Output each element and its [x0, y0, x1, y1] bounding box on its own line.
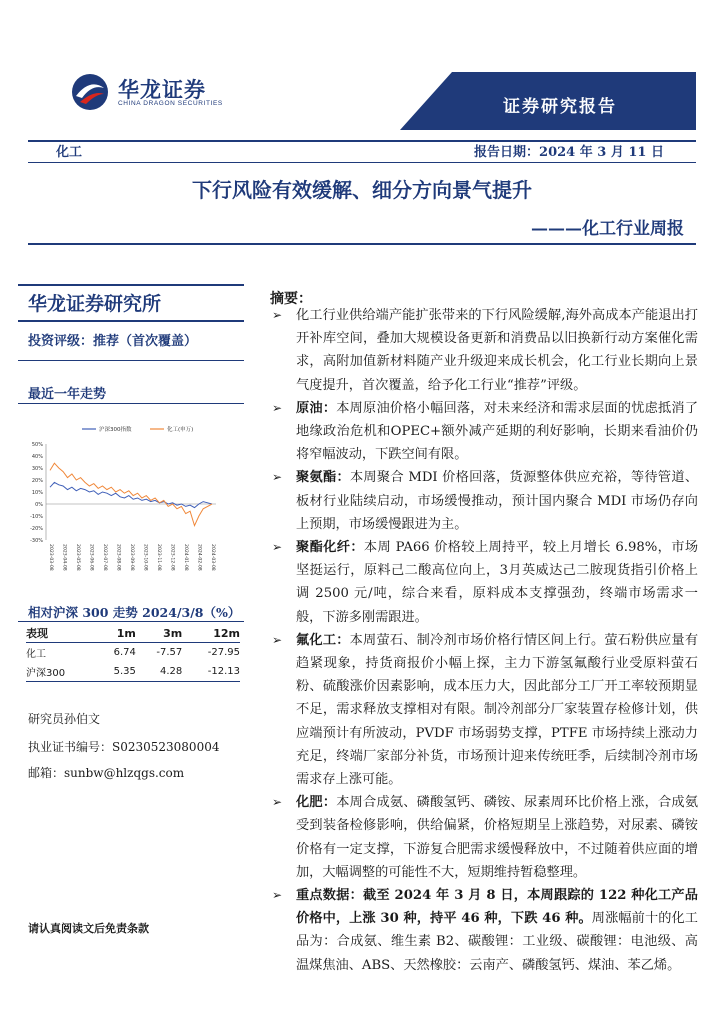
- x-tick-label: 2023-04-08: [61, 544, 67, 571]
- summary-body: [270, 304, 698, 977]
- y-tick-label: 10%: [31, 490, 43, 496]
- bullet-arrow-icon: ➢: [272, 308, 283, 322]
- summary-paragraph: [270, 884, 698, 977]
- table-header: 3m: [163, 626, 183, 640]
- bullet-arrow-icon: ➢: [272, 400, 283, 415]
- table-cell: 6.74: [96, 643, 136, 663]
- relative-performance-title: 相对沪深 300 走势 2024/3/8（%）: [28, 605, 241, 620]
- trend-chart: [20, 412, 244, 592]
- trend-divider: [18, 403, 244, 404]
- paragraph-text: 周涨幅前十的化工品为：合成氨、维生素 B2、碳酸锂：工业级、碳酸锂：电池级、高温煤焦油、ABS、天然橡胶：云南产、磷酸氢钙、煤油、苯乙烯。: [296, 911, 698, 973]
- y-tick-label: 30%: [31, 466, 43, 472]
- paragraph-text: 本周合成氨、磷酸氢钙、磷铵、尿素周环比价格上涨，合成氨受到装备检修影响，供给偏紧，价格短期呈上涨趋势，对尿素、磷铵价格有一定支撑，下游复合肥需求缓慢释放中，不过随着供应面的增加，大幅调整的可能性不大，短期维持暂稳整理。: [296, 795, 699, 880]
- analyst-email: 邮箱：sunbw@hlzqgs.com: [28, 766, 185, 780]
- report-date: 报告日期：2024 年 3 月 11 日: [474, 145, 664, 160]
- table-cell: 5.35: [96, 662, 136, 682]
- y-tick-label: 50%: [31, 442, 43, 448]
- summary-paragraph: [270, 397, 698, 467]
- investment-rating: 投资评级：推荐（首次覆盖）: [28, 334, 198, 349]
- paragraph-text: 本周 PA66 价格较上周持平，较上月增长 6.98%，市场坚挺运行，原料己二酸高位向上，3月英威达己二胺现货指引价格上调 2500 元/吨，综合来看，原料成本支撑强劲，终端市场需求一般，下游多刚需跟进。: [296, 540, 699, 625]
- x-tick-label: 2023-09-08: [129, 544, 134, 571]
- paragraph-text: 本周原油价格小幅回落，对未来经济和需求层面的忧虑抵消了地缘政治危机和OPEC+额外减产延期的利好影响，长期来看油价仍将窄幅波动，下跌空间有限。: [296, 400, 699, 463]
- table-cell: 化工: [26, 643, 96, 663]
- table-header: 12m: [213, 626, 240, 640]
- y-tick-label: 0%: [35, 502, 43, 508]
- bullet-arrow-icon: ➢: [272, 540, 283, 555]
- bullet-arrow-icon: ➢: [272, 470, 283, 485]
- y-tick-label: 20%: [31, 478, 43, 484]
- report-subtitle: ———化工行业周报: [531, 219, 684, 239]
- industry-label: 化工: [56, 145, 83, 160]
- table-cell: -12.13: [182, 662, 240, 682]
- x-tick-label: 2023-03-08: [48, 544, 53, 571]
- x-tick-label: 2023-06-08: [88, 544, 94, 571]
- paragraph-key: 化肥：: [296, 795, 337, 811]
- y-tick-label: -30%: [30, 538, 43, 544]
- rating-divider: [18, 360, 244, 361]
- table-header: 1m: [116, 626, 136, 640]
- table-header: 表现: [26, 627, 48, 640]
- x-tick-label: 2023-11-08: [156, 544, 161, 571]
- table-header-row: [26, 624, 240, 643]
- x-tick-label: 2023-08-08: [115, 544, 121, 571]
- relative-performance-table: [26, 624, 240, 682]
- series-line: [50, 463, 212, 525]
- table-row: [26, 643, 240, 663]
- date-divider: [28, 162, 696, 163]
- table-cell: -27.95: [182, 643, 240, 663]
- trend-title: 最近一年走势: [28, 387, 107, 402]
- brand-name: 华龙证券: [118, 78, 206, 102]
- x-tick-label: 2024-03-08: [210, 544, 215, 571]
- paragraph-key: 聚酯化纤：: [296, 540, 364, 556]
- x-tick-label: 2023-12-08: [169, 544, 175, 571]
- x-tick-label: 2023-07-08: [102, 544, 107, 571]
- table-cell: -7.57: [136, 643, 182, 663]
- paragraph-key: 氟化工：: [296, 632, 350, 648]
- paragraph-key: 重点数据：截至 2024 年 3 月 8 日，本周跟踪的 122 种化工产品价格中，上涨 30 种，持平 46 种，下跌 46 种。: [296, 888, 698, 927]
- y-tick-label: -20%: [30, 526, 43, 532]
- bullet-arrow-icon: ➢: [272, 888, 283, 903]
- x-tick-label: 2023-10-08: [142, 544, 148, 571]
- summary-paragraph: [270, 629, 698, 791]
- paragraph-text: 化工行业供给端产能扩张带来的下行风险缓解,海外高成本产能退出打开补库空间，叠加大规模设备更新和消费品以旧换新行动方案催化需求，高附加值新材料随产业升级迎来成长机会，化工行业长期向上景气度提升，首次覆盖，给予化工行业“推荐”评级。: [296, 308, 698, 393]
- table-cell: 沪深300: [26, 662, 96, 682]
- x-tick-label: 2024-02-08: [196, 544, 202, 571]
- title-divider: [28, 243, 696, 245]
- report-title: 下行风险有效缓解、细分方向景气提升: [192, 178, 532, 202]
- summary-heading: 摘要：: [270, 291, 312, 307]
- paragraph-text: 本周聚合 MDI 价格回落，货源整体供应充裕，等待管道、板材行业陆续启动，市场缓慢推动，预计国内聚合 MDI 市场仍存向上预期，市场缓慢跟进为主。: [296, 470, 699, 532]
- summary-paragraph: [270, 536, 698, 629]
- certificate-number: 执业证书编号：S0230523080004: [28, 740, 220, 754]
- x-tick-label: 2024-01-08: [183, 544, 188, 571]
- legend-label: 沪深300指数: [99, 427, 132, 433]
- paragraph-key: 聚氨酯：: [296, 470, 350, 486]
- table-cell: 4.28: [136, 662, 182, 682]
- summary-paragraph: [270, 791, 698, 884]
- disclaimer-note: 请认真阅读文后免责条款: [28, 922, 149, 935]
- relative-divider: [18, 621, 244, 622]
- summary-paragraph: [270, 304, 698, 397]
- analyst-name: 研究员孙伯文: [28, 712, 101, 726]
- y-tick-label: -10%: [30, 514, 43, 520]
- institute-name: 华龙证券研究所: [28, 293, 162, 315]
- legend-label: 化工(申万): [167, 427, 194, 433]
- bullet-arrow-icon: ➢: [272, 795, 283, 810]
- bullet-arrow-icon: ➢: [272, 632, 283, 647]
- report-type: 证券研究报告: [503, 97, 617, 117]
- table-row: [26, 662, 240, 682]
- company-logo-icon: [70, 72, 110, 112]
- paragraph-key: 原油：: [296, 400, 337, 416]
- y-tick-label: 40%: [31, 454, 43, 460]
- brand-subtitle: CHINA DRAGON SECURITIES: [118, 100, 223, 107]
- paragraph-text: 本周萤石、制冷剂市场价格行情区间上行。萤石粉供应量有趋紧现象，持货商报价小幅上探，主力下游氢氟酸行业受原料萤石粉、硫酸涨价因素影响，成本压力大，因此部分工厂开工率较预期显不足，需求释放支撑相对有限。制冷剂部分厂家装置存检修计划，供应端预计有所波动，PVDF 市场弱势支撑，PTFE 市场持续上涨动力充足，终端厂家部分补货，市场预计迎来传统旺季，后续制冷剂市场需求存上涨可能。: [296, 632, 699, 788]
- x-tick-label: 2023-05-08: [75, 544, 80, 571]
- summary-paragraph: [270, 466, 698, 536]
